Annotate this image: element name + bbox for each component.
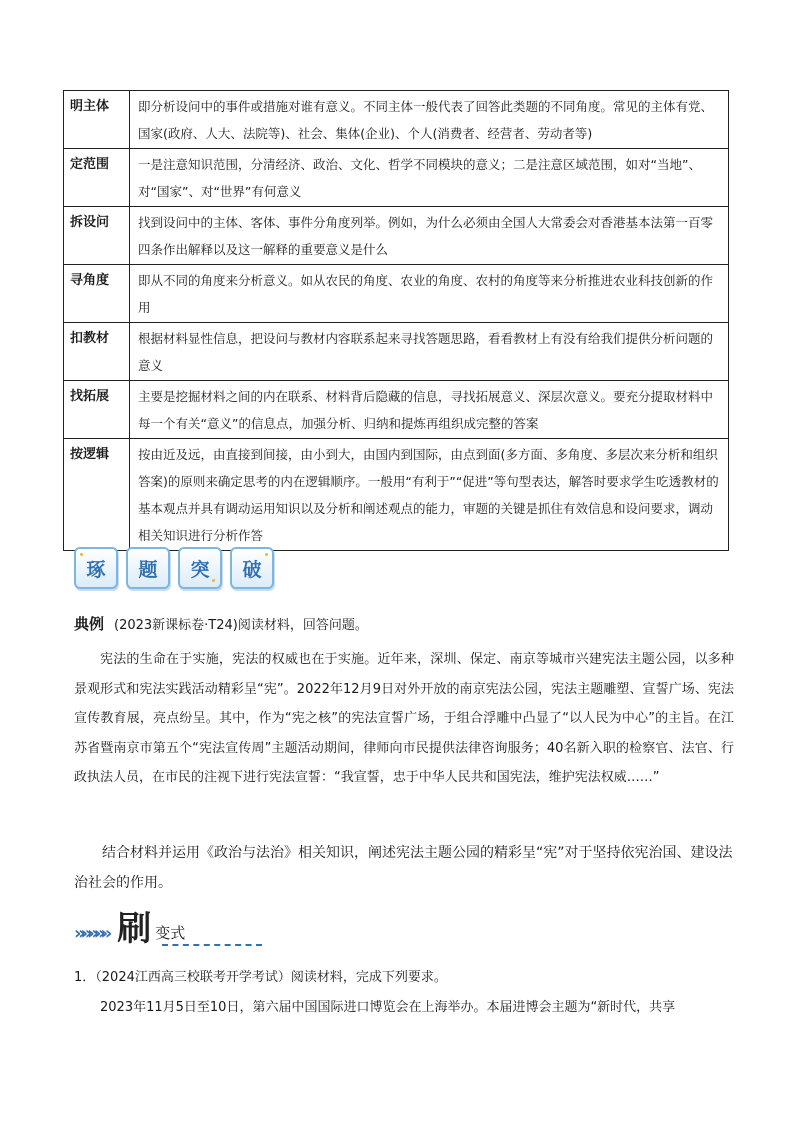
- method-table: [63, 90, 729, 551]
- practice-label: 变式: [155, 924, 186, 942]
- method-key: 寻角度: [64, 265, 130, 323]
- banner-char: 琢: [86, 558, 106, 581]
- method-text: 主要是挖掘材料之间的内在联系、材料背后隐藏的信息，寻找拓展意义、深层次意义。要充分提取材料中每一个有关“意义”的信息点，加强分析、归纳和提炼再组织成完整的答案: [130, 381, 729, 439]
- chevron-arrows-icon: » » » » »: [74, 922, 110, 944]
- table-row: [64, 439, 729, 551]
- method-key: 定范围: [64, 149, 130, 207]
- banner-char: 突: [190, 558, 210, 581]
- example-lead: 典例: [74, 615, 105, 633]
- table-row: [64, 265, 729, 323]
- example-source: (2023新课标卷·T24)阅读材料，回答问题。: [114, 618, 368, 633]
- method-text: 即从不同的角度来分析意义。如从农民的角度、农业的角度、农村的角度等来分析推进农业科技创新的作用: [130, 265, 729, 323]
- section-banner: [74, 547, 274, 589]
- table-row: [64, 207, 729, 265]
- star-icon: [265, 553, 268, 556]
- method-key: 按逻辑: [64, 439, 130, 551]
- method-text: 根据材料显性信息，把设问与教材内容联系起来寻找答题思路，看看教材上有没有给我们提供分析问题的意义: [130, 323, 729, 381]
- practice-heading: [74, 905, 185, 949]
- question-1-header: [74, 966, 447, 985]
- material-paragraph: 宪法的生命在于实施，宪法的权威也在于实施。近年来，深圳、保定、南京等城市兴建宪法主题公园，以多种景观形式和宪法实践活动精彩呈“宪”。2022年12月9日对外开放的南京宪法公园，宪法主题雕塑、宣誓广场、宪法宣传教育展，亮点纷呈。其中，作为“宪之核”的宪法宣誓广场，于组合浮雕中凸显了“以人民为中心”的主旨。在江苏省暨南京市第五个“宪法宣传周”主题活动期间，律师向市民提供法律咨询服务；40名新入职的检察官、法官、行政执法人员，在市民的注视下进行宪法宣誓：“我宣誓，忠于中华人民共和国宪法，维护宪法权威……”: [74, 652, 734, 785]
- table-row: [64, 149, 729, 207]
- banner-tile: [178, 547, 222, 589]
- question-1-text: 2023年11月5日至10日，第六届中国国际进口博览会在上海举办。本届进博会主题为“新时代，共享: [100, 1000, 676, 1015]
- banner-tile: [230, 547, 274, 589]
- table-row: [64, 323, 729, 381]
- method-key: 扣教材: [64, 323, 130, 381]
- example-question: 结合材料并运用《政治与法治》相关知识，阐述宪法主题公园的精彩呈“宪”对于坚持依宪治国、建设法治社会的作用。: [74, 845, 733, 891]
- method-text: 一是注意知识范围，分清经济、政治、文化、哲学不同模块的意义；二是注意区域范围，如对“当地”、对“国家”、对“世界”有何意义: [130, 149, 729, 207]
- practice-big-char: 刷: [117, 909, 152, 949]
- table-row: [64, 91, 729, 149]
- banner-tile: [126, 547, 170, 589]
- question-source: （2024江西高三校联考开学考试）阅读材料，完成下列要求。: [95, 970, 447, 985]
- method-key: 找拓展: [64, 381, 130, 439]
- example-material: [74, 645, 734, 793]
- table-row: [64, 381, 729, 439]
- dashed-underline: [162, 944, 262, 946]
- question-number: 1．: [74, 970, 96, 985]
- method-text: 即分析设问中的事件或措施对谁有意义。不同主体一般代表了回答此类题的不同角度。常见的主体有党、国家(政府、人大、法院等)、社会、集体(企业)、个人(消费者、经营者、劳动者等): [130, 91, 729, 149]
- example-heading: [74, 613, 368, 634]
- star-icon: [80, 553, 83, 556]
- banner-tile: [74, 547, 118, 589]
- banner-char: 题: [138, 558, 158, 581]
- method-key: 拆设问: [64, 207, 130, 265]
- star-icon: [212, 579, 215, 582]
- method-key: 明主体: [64, 91, 130, 149]
- banner-char: 破: [242, 558, 262, 581]
- method-text: 找到设问中的主体、客体、事件分角度列举。例如，为什么必须由全国人大常委会对香港基本法第一百零四条作出解释以及这一解释的重要意义是什么: [130, 207, 729, 265]
- method-text: 按由近及远，由直接到间接，由小到大，由国内到国际，由点到面(多方面、多角度、多层次来分析和组织答案)的原则来确定思考的内在逻辑顺序。一般用“有利于”“促进”等句型表达，解答时要求学生吃透教材的基本观点并具有调动运用知识以及分析和阐述观点的能力，审题的关键是抓住有效信息和设问要求，调动相关知识进行分析作答: [130, 439, 729, 551]
